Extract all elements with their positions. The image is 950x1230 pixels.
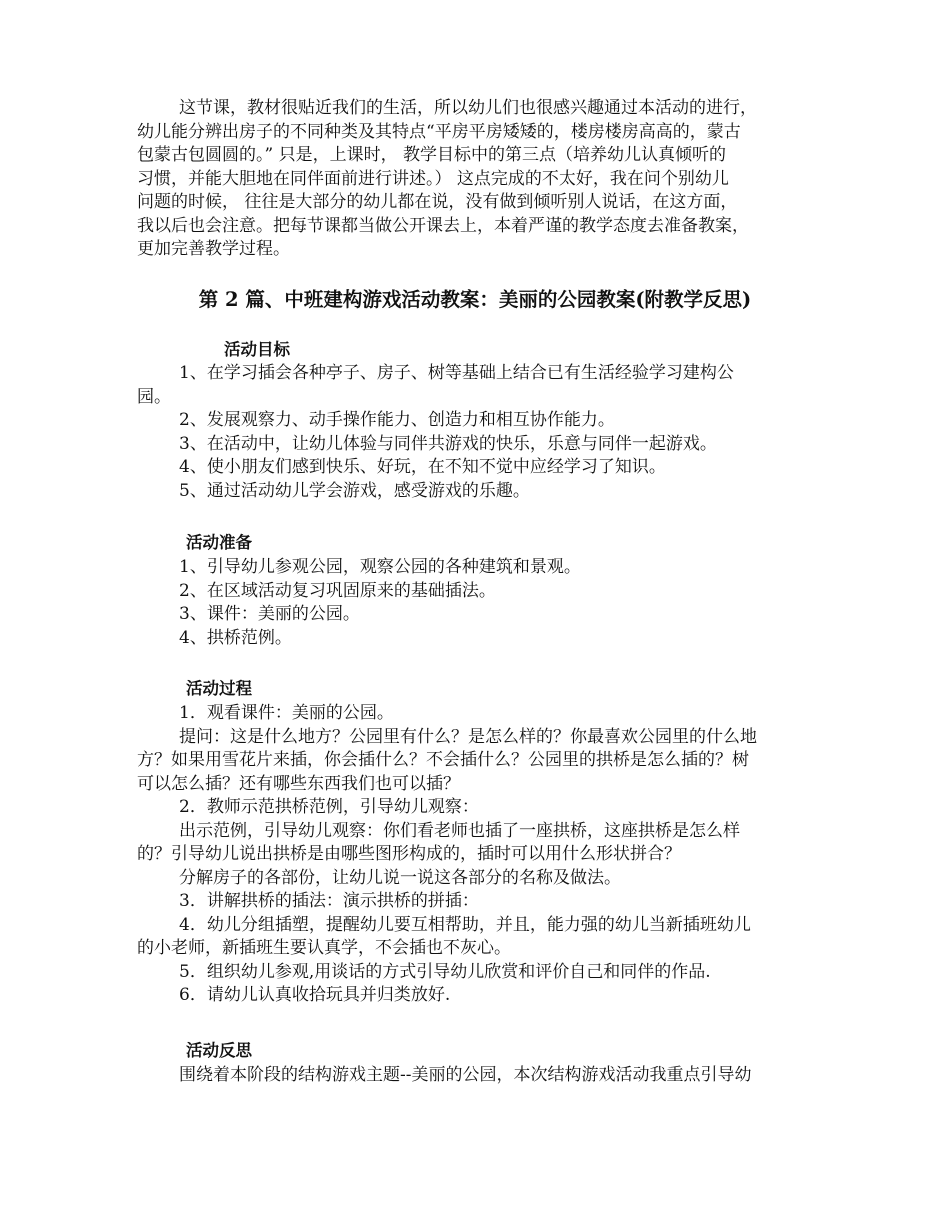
goals-list [137, 362, 817, 503]
list-item: 3、在活动中，让幼儿体验与同伴共游戏的快乐，乐意与同伴一起游戏。 [179, 433, 717, 454]
list-item-continuation: 园。 [137, 386, 171, 407]
text-line: 习惯，并能大胆地在同伴面前进行讲述。） 这点完成的不太好，我在问个别幼儿 [137, 168, 729, 189]
text-line: 更加完善教学过程。 [137, 239, 290, 259]
list-item-continuation: 可以怎么插？还有哪些东西我们也可以插？ [137, 773, 460, 794]
chapter-title: 第 2 篇、中班建构游戏活动教案：美丽的公园教案(附教学反思) [198, 288, 752, 311]
reflection-paragraph [137, 1064, 817, 1088]
list-item: 1、在学习插会各种亭子、房子、树等基础上结合已有生活经验学习建构公 [179, 363, 734, 383]
list-item: 4．幼儿分组插塑，提醒幼儿要互相帮助，并且，能力强的幼儿当新插班幼儿 [179, 914, 751, 935]
preparation-list [137, 556, 817, 650]
list-item: 3．讲解拱桥的插法：演示拱桥的拼插： [179, 891, 479, 911]
intro-paragraph [137, 97, 817, 262]
list-item: 6．请幼儿认真收拾玩具并归类放好. [179, 985, 451, 1005]
text-line: 我以后也会注意。把每节课都当做公开课去上，本着严谨的教学态度去准备教案， [137, 215, 749, 236]
list-item: 3、课件：美丽的公园。 [179, 604, 360, 624]
list-item-continuation: 方？如果用雪花片来插，你会插什么？不会插什么？公园里的拱桥是怎么插的？树 [137, 750, 749, 770]
list-item: 5．组织幼儿参观,用谈话的方式引导幼儿欣赏和评价自己和同伴的作品. [179, 961, 711, 982]
section-heading-process: 活动过程 [186, 679, 252, 698]
list-item: 5、通过活动幼儿学会游戏，感受游戏的乐趣。 [179, 480, 530, 501]
section-heading-preparation: 活动准备 [186, 533, 252, 552]
text-line: 包蒙古包圆圆的。” 只是，上课时， 教学目标中的第三点（培养幼儿认真倾听的 [137, 145, 726, 165]
list-item: 2、在区域活动复习巩固原来的基础插法。 [179, 580, 496, 601]
list-item: 1．观看课件：美丽的公园。 [179, 703, 394, 723]
text-line: 围绕着本阶段的结构游戏主题--美丽的公园，本次结构游戏活动我重点引导幼 [179, 1065, 752, 1085]
list-item: 分解房子的各部份，让幼儿说一说这各部分的名称及做法。 [179, 867, 621, 888]
list-item: 2．教师示范拱桥范例，引导幼儿观察： [179, 797, 479, 817]
text-line: 幼儿能分辨出房子的不同种类及其特点“平房平房矮矮的，楼房楼房高高的，蒙古 [137, 121, 741, 142]
list-item: 4、使小朋友们感到快乐、好玩，在不知不觉中应经学习了知识。 [179, 457, 666, 477]
text-line: 问题的时候， 往往是大部分的幼儿都在说，没有做到倾听别人说话，在这方面， [137, 192, 738, 212]
process-list [137, 702, 817, 1008]
section-heading-reflection: 活动反思 [186, 1041, 252, 1060]
list-item-continuation: 的小老师，新插班生要认真学，不会插也不灰心。 [137, 938, 511, 958]
list-item: 2、发展观察力、动手操作能力、创造力和相互协作能力。 [179, 410, 615, 430]
text-line: 这节课，教材很贴近我们的生活，所以幼儿们也很感兴趣通过本活动的进行， [179, 98, 757, 118]
list-item: 提问：这是什么地方？公园里有什么？是怎么样的？你最喜欢公园里的什么地 [179, 726, 757, 747]
section-heading-goals: 活动目标 [224, 340, 290, 359]
list-item: 4、拱桥范例。 [179, 627, 292, 648]
list-item: 出示范例，引导幼儿观察：你们看老师也插了一座拱桥，这座拱桥是怎么样 [179, 820, 740, 841]
list-item-continuation: 的？引导幼儿说出拱桥是由哪些图形构成的，插时可以用什么形状拼合？ [137, 844, 681, 864]
list-item: 1、引导幼儿参观公园，观察公园的各种建筑和景观。 [179, 557, 581, 577]
